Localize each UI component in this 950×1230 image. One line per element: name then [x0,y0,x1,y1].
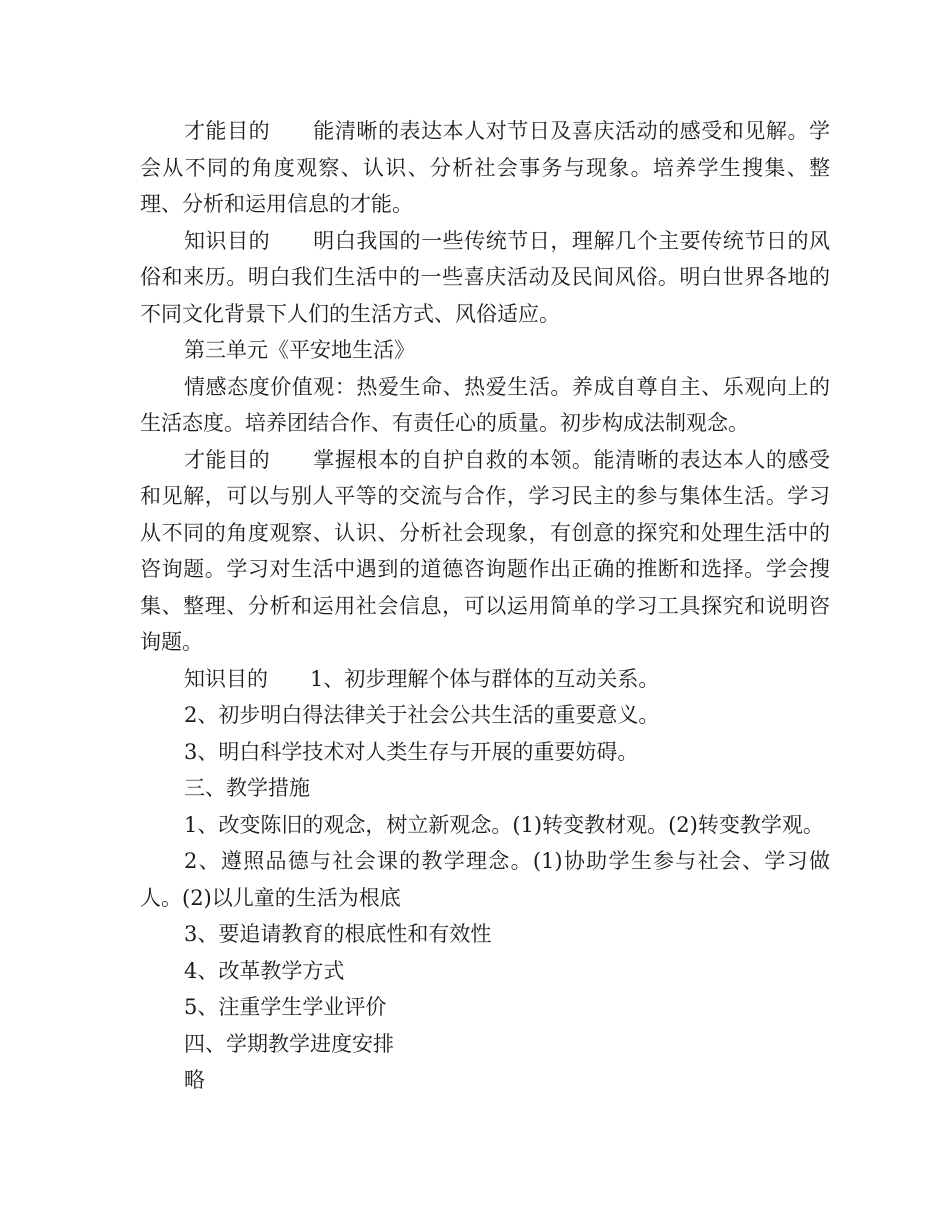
paragraph-knowledge-goal-festivals: 知识目的 明白我国的一些传统节日，理解几个主要传统节日的风俗和来历。明白我们生活中的一些喜庆活动及民间风俗。明白世界各地的不同文化背景下人们的生活方式、风俗适应。 [140,228,830,326]
measure-item-5: 5、注重学生学业评价 [184,995,387,1019]
section-teaching-measures-heading: 三、教学措施 [184,776,310,800]
paragraph-emotion-values: 情感态度价值观：热爱生命、热爱生活。养成自尊自主、乐观向上的生活态度。培养团结合作、有责任心的质量。初步构成法制观念。 [140,374,830,435]
paragraph-ability-goal-festivals: 才能目的 能清晰的表达本人对节日及喜庆活动的感受和见解。学会从不同的角度观察、认识、分析社会事务与现象。培养学生搜集、整理、分析和运用信息的才能。 [140,119,830,216]
measure-item-1: 1、改变陈旧的观念，树立新观念。(1)转变教材观。(2)转变教学观。 [184,812,824,837]
unit-three-heading: 第三单元《平安地生活》 [184,338,415,362]
paragraph-knowledge-goal-1: 知识目的 1、初步理解个体与群体的互动关系。 [184,666,660,691]
section-schedule-heading: 四、学期教学进度安排 [184,1031,394,1056]
schedule-omitted-text: 略 [184,1068,205,1092]
measure-item-4: 4、改革教学方式 [184,958,345,983]
paragraph-ability-goal-safety: 才能目的 掌握根本的自护自救的本领。能清晰的表达本人的感受和见解，可以与别人平等的交流与合作，学习民主的参与集体生活。学习从不同的角度观察、认识、分析社会现象，有创意的探究和处理生活中的咨询题。学习对生活中遇到的道德咨询题作出正确的推断和选择。学会搜集、整理、分析和运用社会信息，可以运用简单的学习工具探究和说明咨询题。 [140,447,830,654]
measure-item-3: 3、要追请教育的根底性和有效性 [184,922,492,946]
measure-item-2: 2、遵照品德与社会课的教学理念。(1)协助学生参与社会、学习做人。(2)以儿童的生活为根底 [140,849,830,910]
paragraph-knowledge-goal-2: 2、初步明白得法律关于社会公共生活的重要意义。 [184,703,660,727]
document-body [140,113,830,1099]
paragraph-knowledge-goal-3: 3、明白科学技术对人类生存与开展的重要妨碍。 [184,739,639,764]
